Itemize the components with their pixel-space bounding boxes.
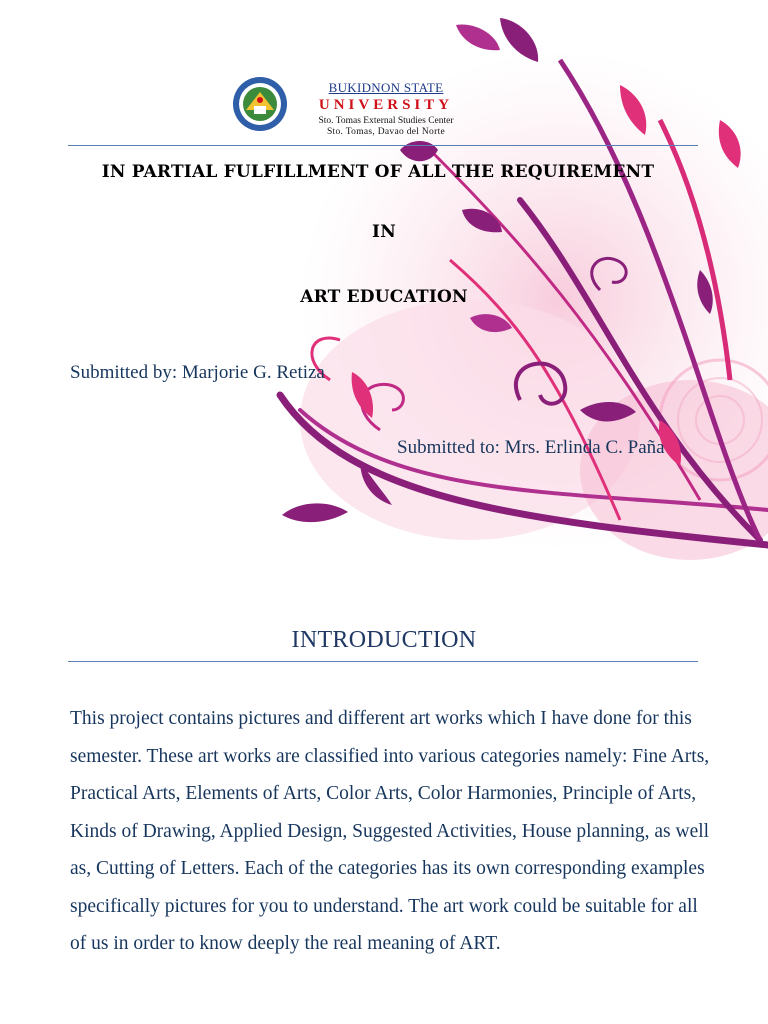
campus-name: Sto. Tomas External Studies Center bbox=[318, 116, 454, 126]
introduction-heading: INTRODUCTION bbox=[291, 627, 477, 653]
header-divider bbox=[68, 145, 698, 146]
university-name-line1: BUKIDNON STATE bbox=[328, 80, 444, 95]
introduction-divider bbox=[68, 661, 698, 662]
title-line-1: IN PARTIAL FULFILLMENT OF ALL THE REQUIREMENT bbox=[101, 162, 655, 182]
university-name-line2: UNIVERSITY bbox=[318, 97, 454, 113]
campus-location: Sto. Tomas, Davao del Norte bbox=[326, 127, 446, 137]
submitted-by: Submitted by: Marjorie G. Retiza bbox=[70, 362, 325, 383]
university-header bbox=[232, 76, 472, 138]
university-name-block bbox=[296, 80, 476, 137]
introduction-body: This project contains pictures and different art works which I have done for this semester. These art works are classified into various categories namely: Fine Arts, Practical Arts, Elements of Arts, Color Arts, Color Harmonies, Principle of Arts, Kinds of Drawing, Applied Design, Suggested Activities, House planning, as well as, Cutting of Letters. Each of the categories has its own corresponding examples specifically pictures for you to understand. The art work could be suitable for all of us in order to know deeply the real meaning of ART. bbox=[70, 708, 710, 954]
submitted-to: Submitted to: Mrs. Erlinda C. Paña bbox=[397, 437, 665, 458]
university-seal-icon bbox=[232, 76, 288, 132]
title-line-2: IN bbox=[372, 222, 396, 242]
title-line-3: ART EDUCATION bbox=[300, 287, 468, 307]
